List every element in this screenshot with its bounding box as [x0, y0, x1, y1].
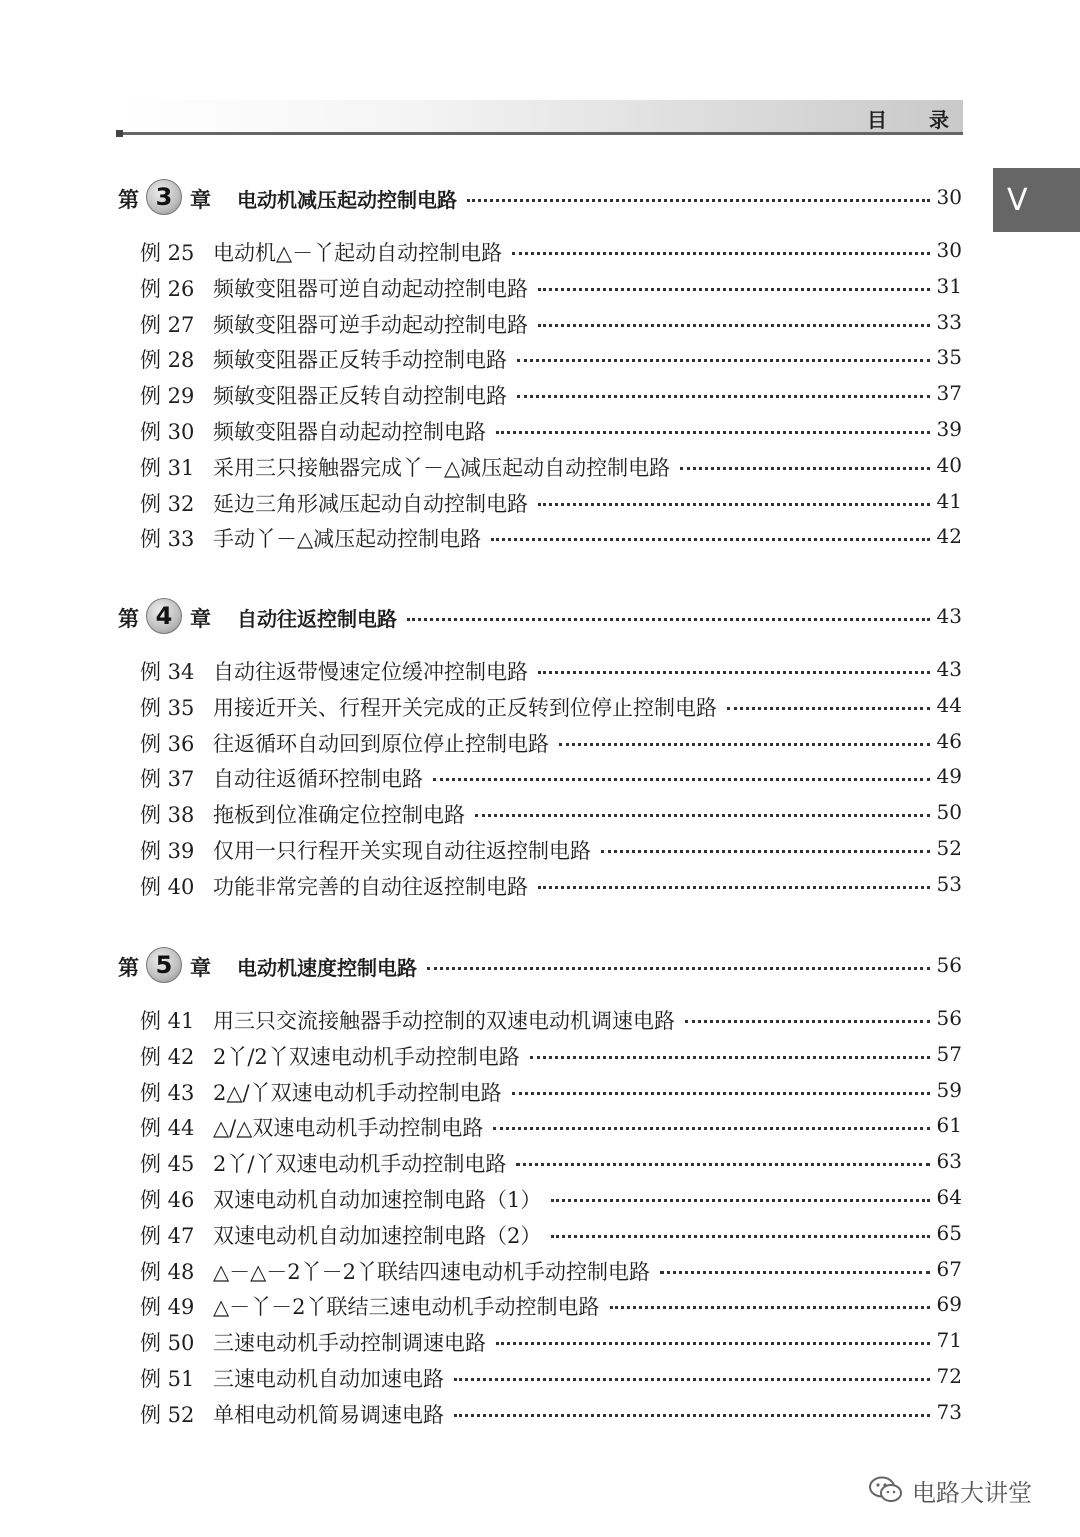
toc-entry [0, 1144, 1080, 1180]
entry-title: 拖板到位准确定位控制电路 [213, 803, 465, 827]
watermark [868, 1472, 1032, 1508]
header-rule [118, 132, 963, 135]
entry-number: 例 48 [140, 1260, 195, 1284]
leader-dots [680, 467, 930, 470]
leader-dots [496, 431, 930, 434]
chapter-heading [0, 948, 1080, 984]
entry-page-number: 65 [936, 1221, 962, 1245]
entry-number: 例 36 [140, 732, 195, 756]
toc-entry [0, 688, 1080, 724]
entry-title: 频敏变阻器正反转手动控制电路 [213, 348, 507, 372]
entry-title: 手动丫－△减压起动控制电路 [213, 527, 482, 551]
leader-dots [685, 1020, 930, 1023]
toc-entry [0, 1180, 1080, 1216]
wechat-icon [868, 1475, 904, 1505]
toc-entry [0, 233, 1080, 269]
entry-title: 三速电动机自动加速电路 [213, 1367, 444, 1391]
entry-page-number: 50 [936, 800, 962, 824]
chapter-label-pre: 第 [118, 188, 139, 212]
entry-page-number: 31 [936, 274, 962, 298]
leader-dots [559, 743, 930, 746]
entry-title: 三速电动机手动控制调速电路 [213, 1331, 486, 1355]
entry-page-number: 35 [936, 345, 962, 369]
entry-title: 2丫/2丫双速电动机手动控制电路 [213, 1045, 520, 1069]
toc-entry [0, 1287, 1080, 1323]
entry-number: 例 46 [140, 1188, 195, 1212]
entry-page-number: 46 [936, 729, 962, 753]
leader-dots [538, 324, 930, 327]
entry-number: 例 32 [140, 492, 195, 516]
entry-number: 例 37 [140, 767, 195, 791]
entry-page-number: 42 [936, 524, 962, 548]
leader-dots [512, 252, 930, 255]
entry-title: 往返循环自动回到原位停止控制电路 [213, 732, 549, 756]
toc-entry [0, 1001, 1080, 1037]
entry-title: 仅用一只行程开关实现自动往返控制电路 [213, 839, 591, 863]
toc-entry [0, 519, 1080, 555]
entry-page-number: 63 [936, 1149, 962, 1173]
leader-dots [407, 618, 930, 621]
toc-entry [0, 724, 1080, 760]
toc-entry [0, 340, 1080, 376]
entry-title: 延边三角形减压起动自动控制电路 [213, 492, 528, 516]
toc-entry [0, 1359, 1080, 1395]
entry-title: 频敏变阻器自动起动控制电路 [213, 420, 486, 444]
entry-page-number: 41 [936, 489, 962, 513]
leader-dots [551, 1199, 930, 1202]
toc-entry [0, 1073, 1080, 1109]
entry-number: 例 40 [140, 875, 195, 899]
entry-title: △－丫－2丫联结三速电动机手动控制电路 [213, 1295, 600, 1319]
entry-page-number: 69 [936, 1292, 962, 1316]
chapter-label-post: 章 [190, 188, 211, 212]
toc-entry [0, 1252, 1080, 1288]
entry-page-number: 72 [936, 1364, 962, 1388]
chapter-label-post: 章 [190, 956, 211, 980]
entry-page-number: 33 [936, 310, 962, 334]
leader-dots [475, 814, 930, 817]
page-header [118, 100, 991, 132]
entry-page-number: 30 [936, 238, 962, 262]
chapter-label-pre: 第 [118, 607, 139, 631]
entry-number: 例 47 [140, 1224, 195, 1248]
leader-dots [493, 1127, 930, 1130]
leader-dots [517, 359, 930, 362]
entry-page-number: 39 [936, 417, 962, 441]
chapter-label-pre: 第 [118, 956, 139, 980]
toc-entry [0, 484, 1080, 520]
toc-entry [0, 448, 1080, 484]
entry-title: 双速电动机自动加速控制电路（1） [213, 1188, 542, 1212]
entry-number: 例 52 [140, 1403, 195, 1427]
entry-number: 例 26 [140, 277, 195, 301]
entry-number: 例 42 [140, 1045, 195, 1069]
entry-number: 例 44 [140, 1116, 195, 1140]
entry-title: 频敏变阻器可逆自动起动控制电路 [213, 277, 528, 301]
page-number-tab: V [993, 168, 1080, 232]
entry-number: 例 31 [140, 456, 195, 480]
entry-title: 自动往返循环控制电路 [213, 767, 423, 791]
entry-page-number: 57 [936, 1042, 962, 1066]
leader-dots [467, 199, 930, 202]
leader-dots [538, 886, 930, 889]
entry-number: 例 43 [140, 1081, 195, 1105]
entry-number: 例 34 [140, 660, 195, 684]
chapter-number-badge: 3 [146, 179, 182, 215]
toc-entry [0, 269, 1080, 305]
leader-dots [538, 503, 930, 506]
leader-dots [538, 288, 930, 291]
entry-number: 例 38 [140, 803, 195, 827]
chapter-page-number: 56 [936, 953, 962, 977]
entry-title: 双速电动机自动加速控制电路（2） [213, 1224, 542, 1248]
chapter-number-badge: 5 [146, 947, 182, 983]
chapter-title: 电动机速度控制电路 [237, 956, 417, 980]
entry-number: 例 51 [140, 1367, 195, 1391]
leader-dots [610, 1306, 930, 1309]
entry-title: 电动机△－丫起动自动控制电路 [213, 241, 503, 265]
toc-entry [0, 795, 1080, 831]
entry-title: 2△/丫双速电动机手动控制电路 [213, 1081, 502, 1105]
entry-title: △－△－2丫－2丫联结四速电动机手动控制电路 [213, 1260, 651, 1284]
leader-dots [491, 538, 930, 541]
entry-number: 例 27 [140, 313, 195, 337]
leader-dots [512, 1092, 930, 1095]
entry-title: 2丫/丫双速电动机手动控制电路 [213, 1152, 507, 1176]
watermark-text: 电路大讲堂 [912, 1478, 1032, 1507]
entry-page-number: 56 [936, 1006, 962, 1030]
chapter-title: 自动往返控制电路 [237, 607, 397, 631]
entry-title: 频敏变阻器可逆手动起动控制电路 [213, 313, 528, 337]
header-rule-marker [116, 130, 123, 137]
chapter-heading [0, 599, 1080, 635]
entry-page-number: 53 [936, 872, 962, 896]
toc-entry [0, 1108, 1080, 1144]
toc-entry [0, 867, 1080, 903]
leader-dots [601, 850, 930, 853]
entry-title: 频敏变阻器正反转自动控制电路 [213, 384, 507, 408]
entry-title: 用接近开关、行程开关完成的正反转到位停止控制电路 [213, 696, 717, 720]
entry-page-number: 71 [936, 1328, 962, 1352]
entry-page-number: 44 [936, 693, 962, 717]
leader-dots [496, 1342, 930, 1345]
entry-title: 功能非常完善的自动往返控制电路 [213, 875, 528, 899]
toc-entry [0, 305, 1080, 341]
entry-number: 例 45 [140, 1152, 195, 1176]
entry-page-number: 61 [936, 1113, 962, 1137]
leader-dots [433, 778, 930, 781]
entry-page-number: 40 [936, 453, 962, 477]
toc-entry [0, 759, 1080, 795]
chapter-label-post: 章 [190, 607, 211, 631]
entry-title: △/△双速电动机手动控制电路 [213, 1116, 484, 1140]
header-title: 目录 [867, 108, 991, 132]
entry-number: 例 33 [140, 527, 195, 551]
entry-title: 自动往返带慢速定位缓冲控制电路 [213, 660, 528, 684]
entry-number: 例 30 [140, 420, 195, 444]
chapter-number-badge: 4 [146, 598, 182, 634]
toc-entry [0, 1323, 1080, 1359]
entry-title: 单相电动机简易调速电路 [213, 1403, 444, 1427]
entry-number: 例 25 [140, 241, 195, 265]
entry-page-number: 49 [936, 764, 962, 788]
entry-title: 采用三只接触器完成丫－△减压起动自动控制电路 [213, 456, 671, 480]
toc-entry [0, 412, 1080, 448]
leader-dots [454, 1378, 930, 1381]
leader-dots [454, 1414, 930, 1417]
entry-page-number: 59 [936, 1078, 962, 1102]
entry-page-number: 64 [936, 1185, 962, 1209]
toc-entry [0, 652, 1080, 688]
leader-dots [727, 707, 930, 710]
leader-dots [551, 1235, 930, 1238]
leader-dots [538, 671, 930, 674]
entry-number: 例 35 [140, 696, 195, 720]
entry-number: 例 49 [140, 1295, 195, 1319]
entry-number: 例 39 [140, 839, 195, 863]
entry-page-number: 67 [936, 1257, 962, 1281]
entry-page-number: 43 [936, 657, 962, 681]
chapter-page-number: 30 [936, 185, 962, 209]
leader-dots [530, 1056, 930, 1059]
leader-dots [517, 395, 930, 398]
leader-dots [427, 967, 930, 970]
toc-entry [0, 376, 1080, 412]
leader-dots [660, 1271, 930, 1274]
toc-entry [0, 831, 1080, 867]
toc-entry [0, 1216, 1080, 1252]
entry-page-number: 37 [936, 381, 962, 405]
entry-number: 例 28 [140, 348, 195, 372]
chapter-heading [0, 180, 1080, 216]
entry-number: 例 29 [140, 384, 195, 408]
toc-entry [0, 1395, 1080, 1431]
entry-title: 用三只交流接触器手动控制的双速电动机调速电路 [213, 1009, 675, 1033]
entry-number: 例 50 [140, 1331, 195, 1355]
chapter-page-number: 43 [936, 604, 962, 628]
entry-page-number: 52 [936, 836, 962, 860]
toc-entry [0, 1037, 1080, 1073]
leader-dots [516, 1163, 930, 1166]
entry-page-number: 73 [936, 1400, 962, 1424]
entry-number: 例 41 [140, 1009, 195, 1033]
chapter-title: 电动机减压起动控制电路 [237, 188, 457, 212]
